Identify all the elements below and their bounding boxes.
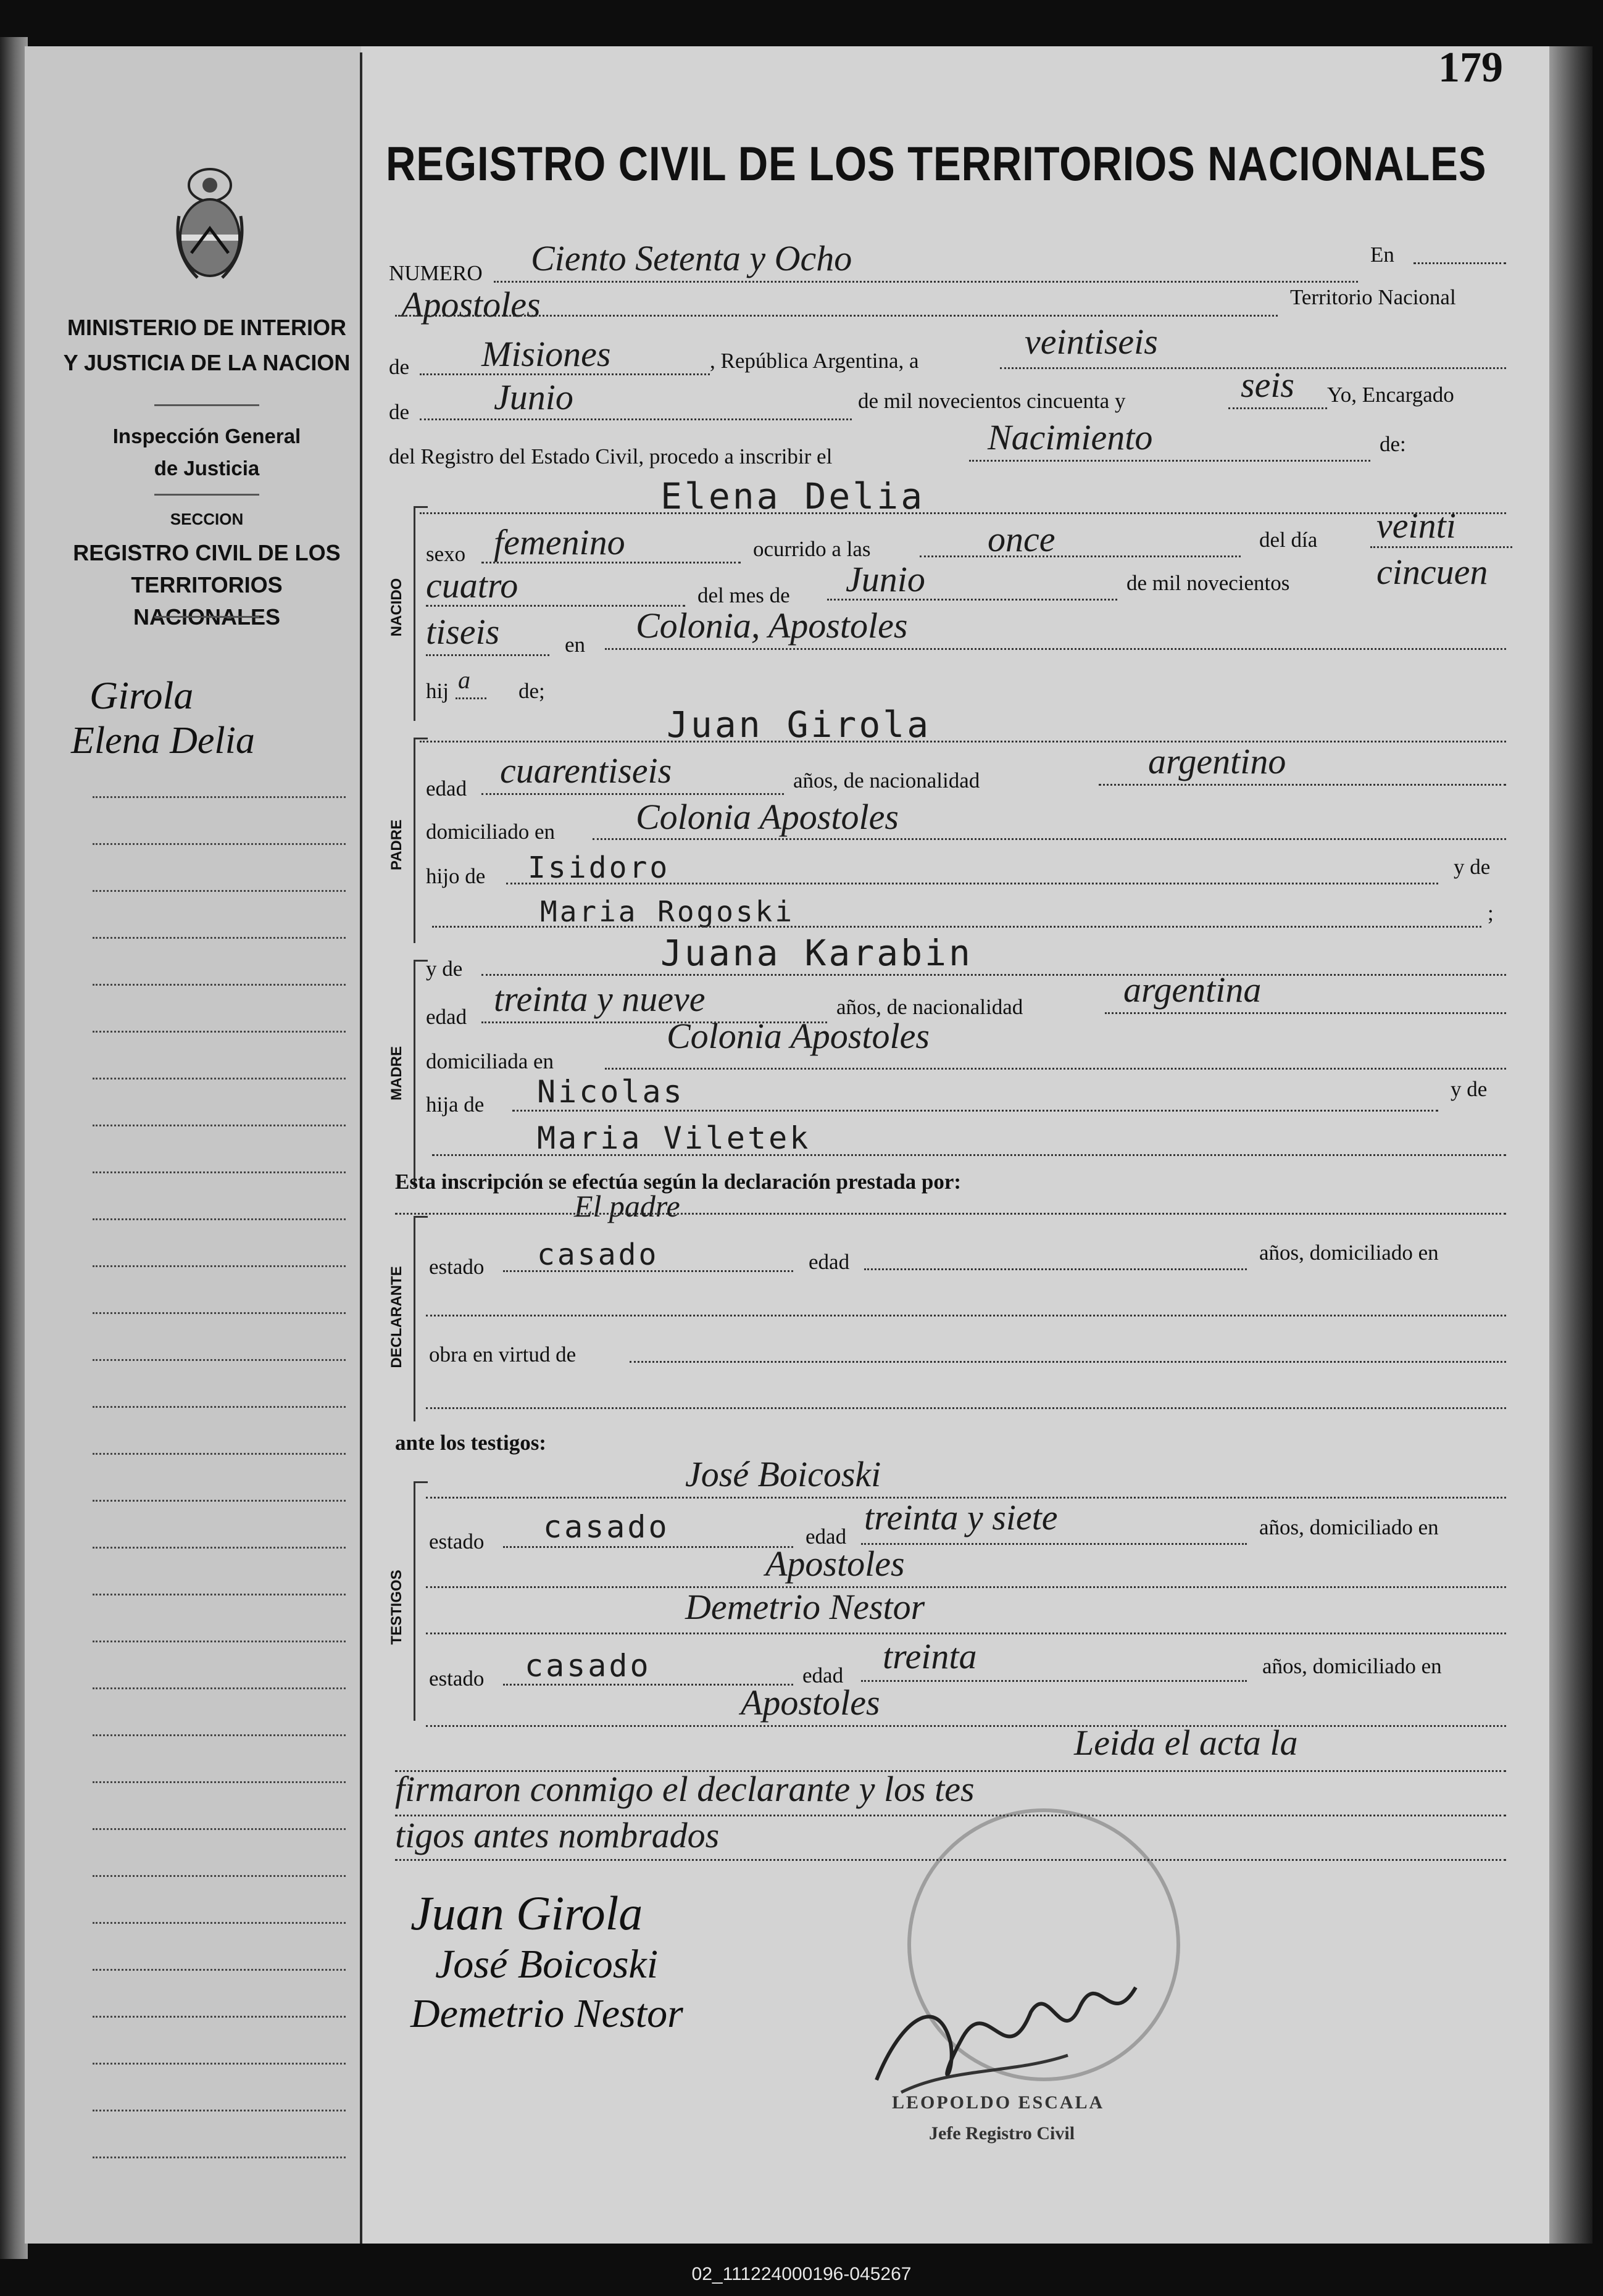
margin-ruled-line: [93, 1406, 346, 1408]
margin-ruled-line: [93, 1828, 346, 1830]
ocurrido-label: ocurrido a las: [753, 537, 871, 561]
padre-nacionalidad-label: años, de nacionalidad: [793, 768, 980, 792]
testigo-1-domicilio-line: [426, 1586, 1506, 1588]
declarante-edad-label: edad: [809, 1250, 850, 1274]
padre-edad-label: edad: [426, 776, 467, 801]
de-colon-label: de:: [1380, 432, 1406, 456]
padre-madre-line: [432, 926, 1481, 928]
en-label: En: [1370, 243, 1394, 267]
month-value: Junio: [494, 377, 573, 417]
margin-ruled-line: [93, 1265, 346, 1267]
margin-surname: Girola: [90, 673, 194, 717]
madre-hija-line: [512, 1110, 1438, 1112]
declarante-extra-line: [426, 1407, 1506, 1409]
anio-b-line: [426, 654, 549, 656]
anio-value-a: cincuen: [1376, 552, 1488, 592]
testigo-2-edad-label: edad: [802, 1663, 844, 1687]
declarante-domicilio-line: [426, 1315, 1506, 1316]
republica-label: , República Argentina, a: [710, 349, 919, 373]
hora-value: once: [988, 519, 1055, 559]
mes-label: del mes de: [697, 583, 790, 607]
declarante-estado-label: estado: [429, 1255, 485, 1279]
official-name: LEOPOLDO ESCALA: [892, 2092, 1105, 2113]
testigo-2-edad-value: treinta: [883, 1636, 977, 1676]
margin-ruled-line: [93, 1500, 346, 1502]
declarante-anios-label: años, domiciliado en: [1259, 1241, 1439, 1265]
testigo-2-edad-line: [861, 1680, 1247, 1682]
declarante-intro-label: Esta inscripción se efectúa según la declaración prestada por:: [395, 1170, 962, 1194]
testigo-1-estado-label: estado: [429, 1529, 485, 1554]
margin-ruled-line: [93, 1781, 346, 1783]
hij-value: a: [458, 666, 470, 694]
testigo-1-name: José Boicoski: [685, 1454, 881, 1494]
margin-ruled-line: [93, 1453, 346, 1455]
testigo-2-name-line: [426, 1633, 1506, 1634]
signature-2: José Boicoski: [435, 1942, 659, 1987]
place-line: [395, 315, 1278, 317]
testigo-2-name: Demetrio Nestor: [685, 1587, 925, 1627]
padre-nacionalidad-line: [1099, 784, 1506, 786]
margin-ruled-line: [93, 1641, 346, 1642]
child-name-value: Elena Delia: [660, 475, 925, 517]
nacido-en-label: en: [565, 633, 586, 657]
margin-ruled-line: [93, 1687, 346, 1689]
margin-ruled-line: [93, 1218, 346, 1220]
image-caption: 02_111224000196-045267: [691, 2264, 912, 2284]
registro-label: del Registro del Estado Civil, procedo a inscribir el: [389, 444, 833, 468]
madre-madre-line: [432, 1154, 1506, 1156]
section-line-2: TERRITORIOS NACIONALES: [131, 572, 283, 630]
sexo-label: sexo: [426, 542, 466, 566]
madre-domicilio-value: Colonia Apostoles: [667, 1016, 930, 1056]
dia-value-a: veinti: [1376, 505, 1456, 546]
padre-hijo-label: hijo de: [426, 864, 486, 888]
child-name-line: [420, 512, 1506, 514]
padre-hijo-value: Isidoro: [528, 851, 670, 885]
madre-section-label: MADRE: [388, 1046, 405, 1100]
margin-ruled-line: [93, 2110, 346, 2111]
margin-ruled-line: [93, 1594, 346, 1595]
madre-domicilio-label: domiciliada en: [426, 1049, 554, 1073]
ministry-line-2: Y JUSTICIA DE LA NACION: [63, 350, 351, 375]
dia-line: [1370, 546, 1512, 548]
year-value: seis: [1241, 365, 1294, 405]
testigo-1-estado-line: [503, 1546, 793, 1548]
padre-madre-value: Maria Rogoski: [540, 895, 795, 928]
coat-of-arms-icon: [173, 160, 247, 290]
closing-line-3: tigos antes nombrados: [395, 1815, 720, 1855]
testigo-1-domicilio: Apostoles: [765, 1544, 905, 1584]
margin-ruled-line: [93, 1547, 346, 1549]
margin-ruled-line: [93, 1078, 346, 1079]
declarante-obra-line: [630, 1361, 1506, 1363]
place-value: Apostoles: [401, 285, 541, 325]
margin-ruled-line: [93, 1359, 346, 1361]
sexo-value: femenino: [494, 522, 625, 562]
year-line: [1228, 407, 1327, 409]
padre-nacionalidad-value: argentino: [1148, 741, 1286, 781]
margin-ruled-line: [93, 2016, 346, 2018]
act-value: Nacimiento: [988, 417, 1153, 457]
declarante-bracket: [414, 1216, 428, 1421]
testigos-intro-label: ante los testigos:: [395, 1431, 546, 1455]
closing-line-1: Leida el acta la: [1074, 1723, 1298, 1763]
signature-3: Demetrio Nestor: [410, 1991, 683, 2036]
official-signature-icon: [864, 1944, 1160, 2105]
testigo-1-edad-line: [861, 1543, 1247, 1545]
padre-section-label: PADRE: [388, 819, 405, 871]
padre-hijo-line: [506, 883, 1438, 884]
padre-edad-line: [481, 793, 784, 795]
mes-value: Junio: [846, 559, 925, 599]
del-dia-label: del día: [1259, 528, 1318, 552]
margin-ruled-line: [93, 1031, 346, 1033]
hij-de-label: de;: [518, 679, 545, 703]
padre-y-de-label: y de: [1454, 855, 1491, 879]
section-label: SECCION: [170, 510, 244, 528]
margin-ruled-line: [93, 1969, 346, 1971]
margin-ruled-line: [93, 1875, 346, 1877]
margin-ruled-line: [93, 1125, 346, 1126]
madre-hija-label: hija de: [426, 1092, 485, 1117]
hij-line: [456, 697, 486, 699]
declarante-section-label: DECLARANTE: [388, 1266, 405, 1368]
mil-label: de mil novecientos: [1126, 571, 1290, 595]
madre-nacionalidad-line: [1105, 1012, 1506, 1014]
padre-name-value: Juan Girola: [667, 704, 931, 746]
hij-label: hij: [426, 679, 449, 703]
de-label-2: de: [389, 400, 410, 424]
madre-madre-value: Maria Viletek: [537, 1120, 811, 1156]
testigo-1-anios-label: años, domiciliado en: [1259, 1515, 1439, 1539]
left-rule-3: [154, 616, 259, 618]
province-value: Misiones: [481, 334, 611, 374]
madre-name-line: [481, 974, 1506, 976]
margin-ruled-line: [93, 890, 346, 892]
inspection-line-1: Inspección General: [112, 425, 301, 447]
testigos-section-label: TESTIGOS: [388, 1570, 405, 1645]
day-value: veintiseis: [1025, 322, 1158, 362]
closing-line-2: firmaron conmigo el declarante y los tes: [395, 1769, 975, 1809]
padre-domicilio-label: domiciliado en: [426, 820, 555, 844]
madre-y-de-label: y de: [426, 957, 463, 981]
declarante-estado-line: [503, 1270, 793, 1272]
madre-edad-label: edad: [426, 1005, 467, 1029]
madre-edad-value: treinta y nueve: [494, 979, 706, 1019]
anio-value-b: tiseis: [426, 612, 500, 652]
lugar-value: Colonia, Apostoles: [636, 605, 908, 646]
official-title: Jefe Registro Civil: [929, 2123, 1075, 2144]
declarante-intro-value: El padre: [574, 1189, 680, 1223]
padre-domicilio-line: [593, 838, 1506, 840]
margin-ruled-line: [93, 843, 346, 845]
territorio-label: Territorio Nacional: [1290, 285, 1456, 309]
declarante-obra-label: obra en virtud de: [429, 1342, 577, 1366]
mes-line: [827, 599, 1117, 601]
madre-nacionalidad-label: años, de nacionalidad: [836, 995, 1023, 1019]
page-number: 179: [1438, 44, 1503, 91]
padre-domicilio-value: Colonia Apostoles: [636, 797, 899, 837]
numero-value: Ciento Setenta y Ocho: [531, 238, 852, 278]
nacido-section-label: NACIDO: [388, 578, 405, 637]
de-label-1: de: [389, 355, 410, 379]
margin-ruled-line: [93, 1922, 346, 1924]
margin-ruled-line: [93, 1171, 346, 1173]
madre-nacionalidad-value: argentina: [1123, 970, 1262, 1010]
book-spine: [0, 37, 28, 2259]
margin-ruled-line: [93, 796, 346, 798]
encargado-label: Yo, Encargado: [1327, 383, 1454, 407]
padre-name-line: [420, 741, 1506, 742]
month-line: [420, 418, 852, 420]
column-divider: [360, 52, 362, 2244]
left-rule-1: [154, 404, 259, 406]
province-line: [420, 373, 710, 375]
margin-ruled-line: [93, 937, 346, 939]
madre-y-de-label-2: y de: [1451, 1077, 1488, 1101]
register-title: REGISTRO CIVIL DE LOS TERRITORIOS NACIONALES: [386, 136, 1487, 191]
year-label: de mil novecientos cincuenta y: [858, 389, 1126, 413]
margin-ruled-line: [93, 2063, 346, 2065]
declarante-estado-value: casado: [537, 1237, 659, 1272]
madre-domicilio-line: [605, 1068, 1506, 1070]
en-line: [1414, 262, 1506, 264]
testigo-2-domicilio-line: [426, 1725, 1506, 1727]
testigos-bracket: [414, 1481, 428, 1721]
section-line-1: REGISTRO CIVIL DE LOS: [73, 540, 341, 565]
sexo-line: [481, 562, 741, 564]
madre-hija-value: Nicolas: [537, 1074, 685, 1110]
madre-name-value: Juana Karabin: [660, 932, 973, 974]
signature-1: Juan Girola: [410, 1886, 643, 1940]
testigo-1-edad-label: edad: [806, 1524, 847, 1549]
ministry-line-1: MINISTERIO DE INTERIOR: [67, 315, 347, 340]
inspection-line-2: de Justicia: [154, 457, 260, 480]
numero-line: [494, 281, 1358, 283]
padre-semicolon: ;: [1488, 901, 1494, 925]
numero-label: NUMERO: [389, 261, 483, 285]
testigo-2-estado-label: estado: [429, 1666, 485, 1691]
dia-value-b: cuatro: [426, 565, 518, 605]
margin-given-names: Elena Delia: [71, 720, 255, 762]
testigo-2-estado-value: casado: [525, 1648, 651, 1684]
lugar-line: [605, 648, 1506, 650]
testigo-2-domicilio: Apostoles: [741, 1682, 880, 1723]
testigo-1-edad-value: treinta y siete: [864, 1497, 1058, 1537]
left-rule-2: [154, 494, 259, 496]
declarante-intro-line: [395, 1213, 1506, 1215]
margin-ruled-line: [93, 1312, 346, 1314]
hora-line: [920, 555, 1241, 557]
margin-ruled-line: [93, 2157, 346, 2158]
page-edge-shadow: [1549, 46, 1593, 2244]
margin-ruled-line: [93, 984, 346, 986]
testigo-2-anios-label: años, domiciliado en: [1262, 1654, 1442, 1678]
padre-edad-value: cuarentiseis: [500, 751, 672, 791]
margin-ruled-line: [93, 1734, 346, 1736]
act-line: [969, 460, 1370, 462]
testigo-1-estado-value: casado: [543, 1509, 670, 1545]
declarante-edad-line: [864, 1268, 1247, 1270]
